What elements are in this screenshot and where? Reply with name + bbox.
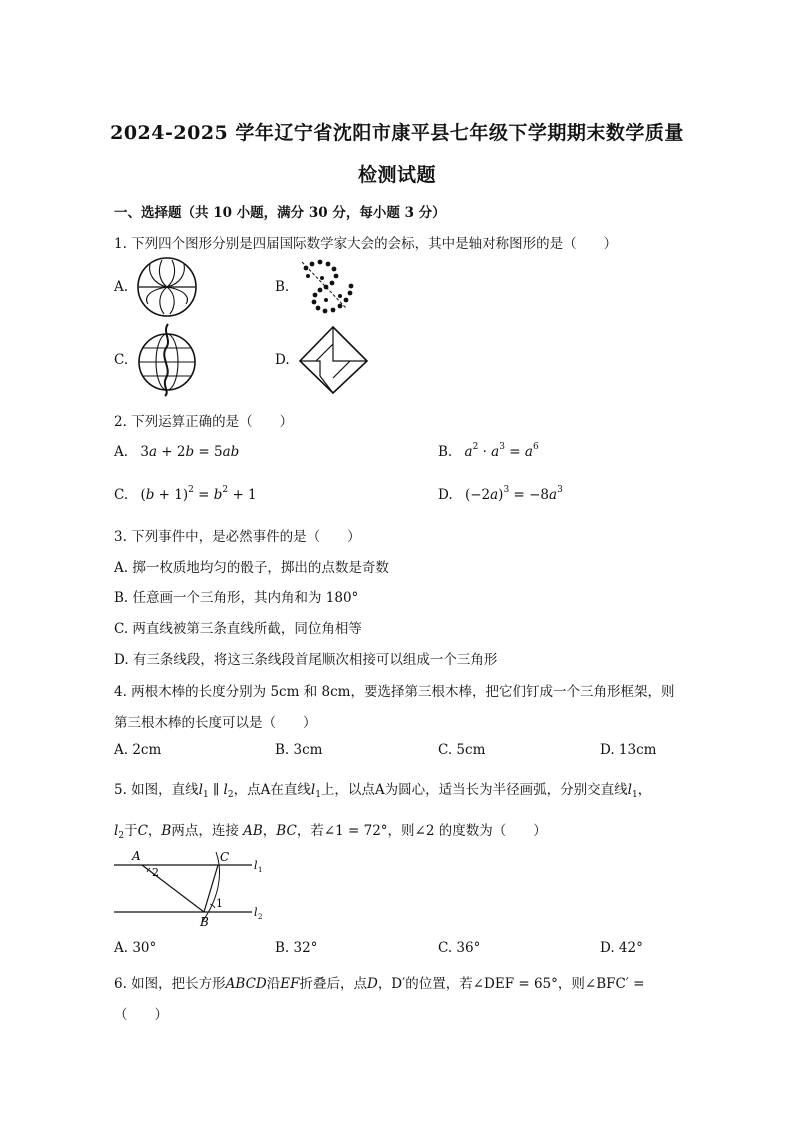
section-heading: 一、选择题（共 10 小题，满分 30 分，每小题 3 分） (114, 205, 446, 221)
q1-option-a-label: A. (114, 279, 129, 295)
q1-emblem-b-image (296, 256, 358, 318)
q6-stem-line2: （ ） (114, 1007, 168, 1023)
q1-emblem-a-image (134, 254, 200, 320)
q1-emblem-d-image (296, 324, 370, 396)
q5-option-c: C. 36° (438, 940, 481, 956)
q1-emblem-c-image (134, 322, 200, 398)
q5-label-c: C (220, 850, 230, 864)
q5-label-a: A (132, 849, 141, 863)
q2-option-d-label: D. (438, 487, 453, 503)
q3-option-a: A. 掷一枚质地均匀的骰子，掷出的点数是奇数 (114, 560, 389, 576)
q5-label-l2: l (254, 906, 258, 919)
q2-option-b (438, 444, 539, 460)
q5-option-d: D. 42° (600, 940, 643, 956)
q4-stem-line1: 4. 两根木棒的长度分别为 5cm 和 8cm，要选择第三根木棒，把它们钉成一个三角形框架，则 (114, 684, 675, 700)
q5-label-b: B (200, 915, 209, 929)
q4-option-c: C. 5cm (438, 742, 486, 758)
q2-option-c (114, 487, 257, 503)
q3-option-b: B. 任意画一个三角形，其内角和为 180° (114, 590, 359, 606)
q4-stem-line2: 第三根木棒的长度可以是（ ） (114, 715, 317, 731)
q2-option-b-label: B. (438, 444, 453, 460)
q5-stem-line1: 5. 如图，直线$l_1$ ∥ $l_2$，点A在直线$l_1$上，以点A为圆心，适当长为半径画弧，分别交直线$l_1$， (114, 782, 652, 800)
q1-option-b-label: B. (275, 279, 290, 295)
q5-option-a: A. 30° (114, 940, 157, 956)
q2-option-a-expression: 3a + 2b = 5ab (140, 444, 240, 460)
q2-option-c-expression: $(b + 1)^2 = b^2 + 1$ (140, 485, 257, 503)
q5-stem-line2: $l_2$于C，B两点，连接 AB，BC，若∠1 = 72°，则∠2 的度数为（ ） (114, 823, 547, 841)
q5-label-angle1: 1 (216, 897, 223, 910)
q1-stem: 1. 下列四个图形分别是四届国际数学家大会的会标，其中是轴对称图形的是（ ） (114, 236, 618, 252)
q5-label-angle2: 2 (152, 866, 159, 879)
svg-text:2: 2 (258, 913, 263, 921)
q2-option-d (438, 487, 563, 503)
q5-option-b: B. 32° (275, 940, 318, 956)
q2-option-c-label: C. (114, 487, 129, 503)
q2-option-a-label: A. (114, 444, 129, 460)
q2-option-a (114, 444, 239, 460)
q3-option-c: C. 两直线被第三条直线所截，同位角相等 (114, 621, 362, 637)
q6-stem-line1: 6. 如图，把长方形ABCD沿EF折叠后，点D，D′的位置，若∠DEF = 65°，则∠BFC′ = (114, 976, 645, 992)
q2-stem: 2. 下列运算正确的是（ ） (114, 414, 294, 430)
q5-label-l1: l (254, 859, 258, 872)
q2-option-b-expression: $a^2 \cdot a^3 = a^6$ (464, 442, 539, 460)
exam-title-line1: 2024-2025 学年辽宁省沈阳市康平县七年级下学期期末数学质量 (110, 122, 684, 144)
exam-title-line2: 检测试题 (357, 164, 436, 186)
q4-option-a: A. 2cm (114, 742, 162, 758)
q3-option-d: D. 有三条线段，将这三条线段首尾顺次相接可以组成一个三角形 (114, 652, 498, 668)
q5-figure (112, 848, 272, 930)
q4-option-d: D. 13cm (600, 742, 657, 758)
q2-option-d-expression: $(-2a)^3 = -8a^3$ (464, 485, 563, 503)
q1-option-d-label: D. (275, 352, 290, 368)
q1-option-c-label: C. (114, 352, 129, 368)
q3-stem: 3. 下列事件中，是必然事件的是（ ） (114, 529, 361, 545)
q4-option-b: B. 3cm (275, 742, 323, 758)
svg-text:1: 1 (258, 866, 263, 874)
